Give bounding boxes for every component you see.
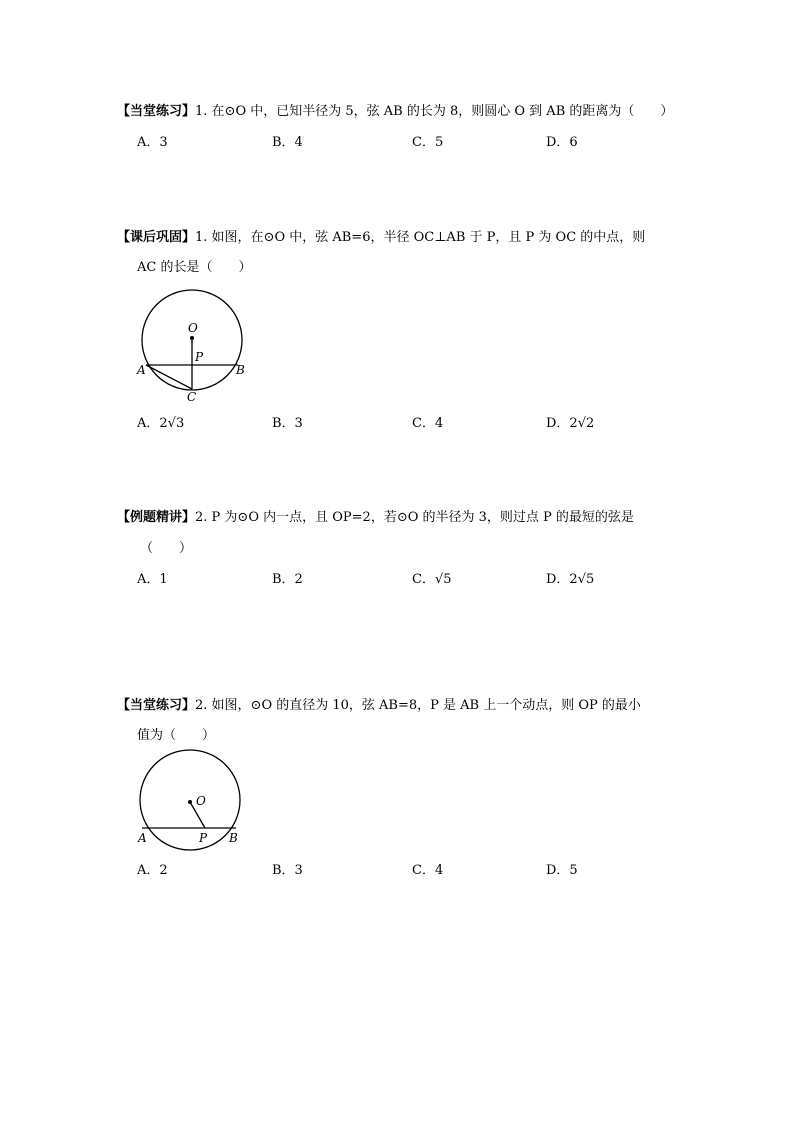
q2-segment-ac [146,365,192,389]
q2-label-p: P [195,350,204,364]
q2-center-dot [190,336,194,340]
q1-text: 1. 在⊙O 中，已知半径为 5，弦 AB 的长为 8，则圆心 O 到 AB 的距离为（ ） [195,104,674,119]
q2-text: 1. 如图，在⊙O 中，弦 AB=6，半径 OC⊥AB 于 P，且 P 为 OC 的中点，则 [195,230,646,245]
q2-option-d[interactable]: D．2√2 [546,416,595,431]
q2-tag: 【课后巩固】 [117,230,196,245]
q1-option-d[interactable]: D．6 [546,135,578,150]
q2-option-c[interactable]: C．4 [412,416,444,431]
q1-option-b[interactable]: B．4 [272,135,303,150]
q3-stem [117,509,634,527]
q4-label-a: A [138,831,147,845]
q4-text: 2. 如图，⊙O 的直径为 10，弦 AB=8，P 是 AB 上一个动点，则 OP 的最小 [195,698,641,713]
q2-label-o: O [188,321,198,335]
q4-stem [117,697,641,715]
q4-stem-line2: 值为（ ） [137,728,216,743]
q4-option-a[interactable]: A．2 [137,863,168,878]
q4-tag: 【当堂练习】 [117,698,196,713]
q2-stem [117,229,645,247]
q4-label-o: O [196,794,206,808]
q3-option-a[interactable]: A．1 [137,572,168,587]
q3-stem-line2: （ ） [140,541,193,556]
q3-option-b[interactable]: B．2 [272,572,303,587]
q3-text: 2. P 为⊙O 内一点，且 OP=2，若⊙O 的半径为 3，则过点 P 的最短的弦是 [195,510,634,525]
q3-tag: 【例题精讲】 [117,510,196,525]
q4-option-b[interactable]: B．3 [272,863,303,878]
q4-center-dot [188,800,192,804]
q2-label-b: B [236,363,245,377]
q1-stem [117,103,673,121]
q4-option-d[interactable]: D．5 [546,863,578,878]
q2-option-a[interactable]: A．2√3 [137,416,185,431]
q3-option-c[interactable]: C．√5 [412,572,452,587]
q2-label-a: A [137,363,146,377]
q4-option-c[interactable]: C．4 [412,863,444,878]
q4-circle-figure [130,750,255,850]
q1-option-c[interactable]: C．5 [412,135,444,150]
q2-stem-line2: AC 的长是（ ） [137,260,252,275]
q2-label-c: C [187,390,197,404]
q2-option-b[interactable]: B．3 [272,416,303,431]
q1-tag: 【当堂练习】 [117,104,196,119]
q4-label-p: P [199,831,208,845]
q3-option-d[interactable]: D．2√5 [546,572,595,587]
q2-circle-figure [130,285,255,410]
q1-option-a[interactable]: A．3 [137,135,168,150]
q4-label-b: B [229,831,238,845]
